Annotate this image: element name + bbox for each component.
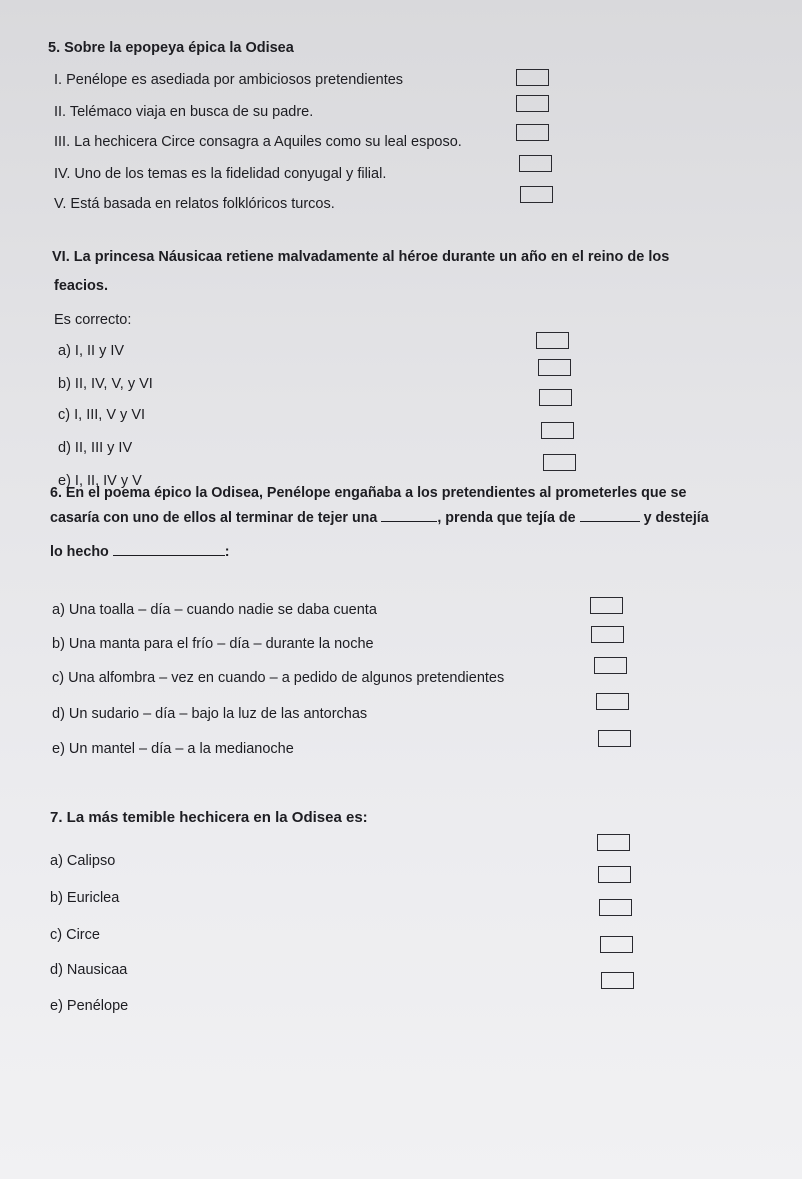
- q5-title: 5. Sobre la epopeya épica la Odisea: [48, 40, 294, 56]
- q6-option-b: b) Una manta para el frío – día – durante la noche: [52, 636, 374, 652]
- q5-option-c: c) I, III, V y VI: [58, 407, 146, 423]
- q7-option-a: a) Calipso: [50, 853, 116, 869]
- q5-option-c-checkbox[interactable]: [539, 389, 572, 406]
- q6-option-d-checkbox[interactable]: [596, 693, 629, 710]
- q6-option-a: a) Una toalla – día – cuando nadie se daba cuenta: [52, 602, 377, 618]
- q5-statement-3: III. La hechicera Circe consagra a Aquiles como su leal esposo.: [54, 134, 462, 150]
- q6-option-d: d) Un sudario – día – bajo la luz de las antorchas: [52, 706, 368, 722]
- q6-option-a-checkbox[interactable]: [590, 597, 623, 614]
- q5-option-d-checkbox[interactable]: [541, 422, 574, 439]
- q7-option-d: d) Nausicaa: [50, 962, 128, 978]
- q6-option-c-checkbox[interactable]: [594, 657, 627, 674]
- q6-text-line3: [50, 544, 230, 560]
- q5-statement-6: VI. La princesa Náusicaa retiene malvadamente al héroe durante un año en el reino de los: [52, 249, 670, 265]
- q6-blank-1[interactable]: [381, 521, 437, 522]
- q7-option-c: c) Circe: [50, 927, 100, 943]
- q5-statement-5-checkbox[interactable]: [520, 186, 553, 203]
- q6-option-e-checkbox[interactable]: [598, 730, 631, 747]
- q5-option-a-checkbox[interactable]: [536, 332, 569, 349]
- q6-text-line2: [50, 510, 709, 526]
- q5-option-b: b) II, IV, V, y VI: [58, 376, 153, 392]
- q5-statement-5: V. Está basada en relatos folklóricos turcos.: [54, 196, 335, 212]
- q5-option-d: d) II, III y IV: [58, 440, 133, 456]
- q6-text-part3: y destejía: [643, 510, 709, 526]
- q5-prompt: Es correcto:: [54, 312, 132, 328]
- q6-text-part4: lo hecho: [50, 544, 109, 560]
- q6-option-e: e) Un mantel – día – a la medianoche: [52, 741, 294, 757]
- q6-option-b-checkbox[interactable]: [591, 626, 624, 643]
- q5-option-a: a) I, II y IV: [58, 343, 125, 359]
- q5-option-b-checkbox[interactable]: [538, 359, 571, 376]
- q7-option-a-checkbox[interactable]: [597, 834, 630, 851]
- q6-text-line1: 6. En el poema épico la Odisea, Penélope engañaba a los pretendientes al prometerles que se: [50, 485, 687, 501]
- q7-title: 7. La más temible hechicera en la Odisea es:: [50, 809, 368, 826]
- q7-option-e-checkbox[interactable]: [601, 972, 634, 989]
- q5-statement-1: I. Penélope es asediada por ambiciosos pretendientes: [54, 72, 404, 88]
- q6-option-c: c) Una alfombra – vez en cuando – a pedido de algunos pretendientes: [52, 670, 505, 686]
- q5-statement-6-cont: feacios.: [54, 278, 108, 294]
- q5-statement-2-checkbox[interactable]: [516, 95, 549, 112]
- q5-statement-1-checkbox[interactable]: [516, 69, 549, 86]
- q6-text-part2: , prenda que tejía de: [437, 510, 576, 526]
- q5-option-e: e) I, II, IV y V: [58, 473, 142, 489]
- q5-statement-3-checkbox[interactable]: [516, 124, 549, 141]
- q6-blank-3[interactable]: [113, 555, 225, 556]
- q7-option-c-checkbox[interactable]: [599, 899, 632, 916]
- q7-option-b: b) Euriclea: [50, 890, 120, 906]
- q5-option-e-checkbox[interactable]: [543, 454, 576, 471]
- q7-option-d-checkbox[interactable]: [600, 936, 633, 953]
- q5-statement-2: II. Telémaco viaja en busca de su padre.: [54, 104, 314, 120]
- q5-statement-4: IV. Uno de los temas es la fidelidad conyugal y filial.: [54, 166, 387, 182]
- q5-statement-4-checkbox[interactable]: [519, 155, 552, 172]
- q6-text-part1: casaría con uno de ellos al terminar de tejer una: [50, 510, 378, 526]
- q7-option-b-checkbox[interactable]: [598, 866, 631, 883]
- q7-option-e: e) Penélope: [50, 998, 129, 1014]
- q6-blank-2[interactable]: [580, 521, 640, 522]
- q6-text-part5: :: [224, 544, 230, 560]
